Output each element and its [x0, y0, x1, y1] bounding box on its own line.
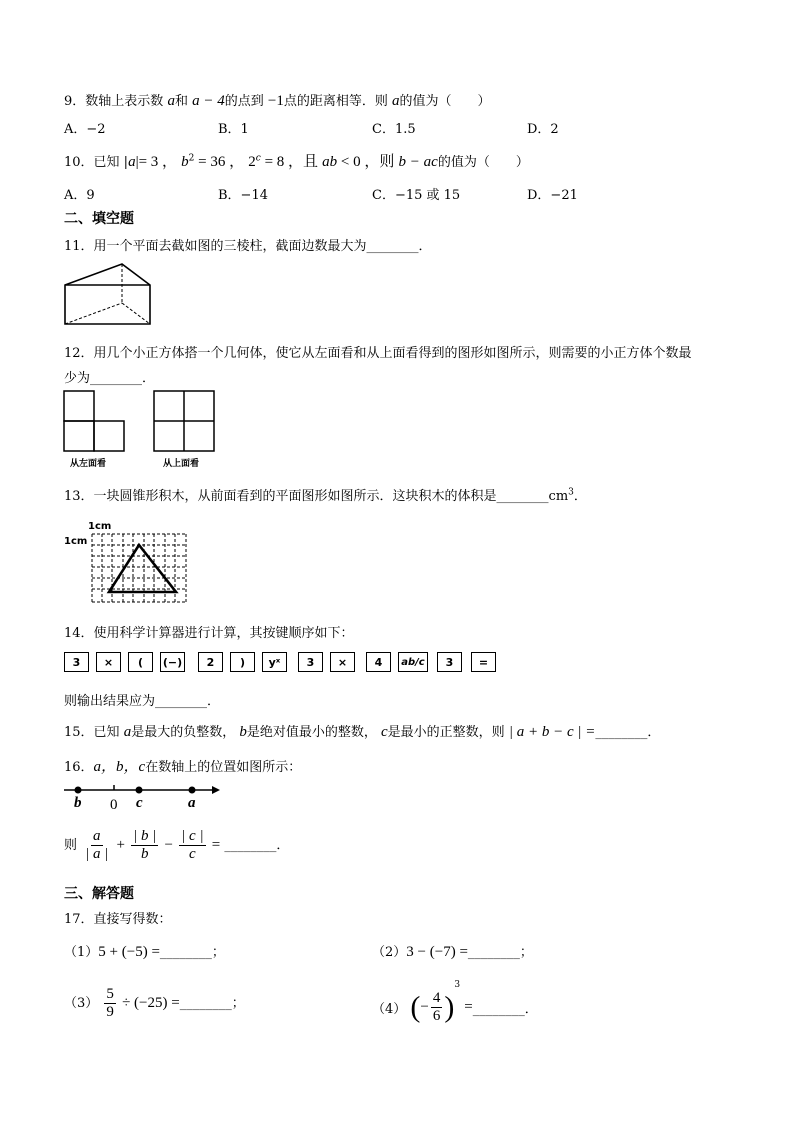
key-4[interactable]: 4: [366, 652, 391, 672]
q9-option-a[interactable]: A．−2: [64, 122, 106, 137]
q10-text-1: 已知 |: [93, 155, 129, 170]
q10-option-d[interactable]: D．−21: [527, 188, 578, 203]
var-a: a: [167, 93, 175, 109]
q13-text-end: ．: [573, 489, 587, 504]
fraction-a-over-abs-a: [83, 828, 110, 863]
numerator: 4: [432, 990, 441, 1006]
q14-result-text: 则输出结果应为________．: [64, 694, 221, 709]
label-zero: 0: [110, 797, 118, 813]
key-2[interactable]: 2: [198, 652, 223, 672]
key-equals[interactable]: =: [471, 652, 496, 672]
key-3[interactable]: 3: [64, 652, 89, 672]
part-3-expression: ÷ (−25) =: [122, 995, 180, 1011]
q10-option-b[interactable]: B．−14: [218, 188, 268, 203]
q10-option-c[interactable]: C．−15 或 15: [372, 188, 461, 203]
section-3-heading: 三、解答题: [64, 886, 134, 902]
denominator: 6: [432, 1008, 441, 1024]
close-paren: ): [444, 990, 455, 1024]
section-2-heading: 二、填空题: [64, 211, 134, 227]
q16-text: [64, 755, 301, 776]
q10-option-a[interactable]: A．9: [64, 188, 95, 203]
q17-part-3: [64, 986, 245, 1021]
key-multiply[interactable]: ×: [96, 652, 121, 672]
q12-text-line2: 少为________．: [64, 371, 156, 386]
q17-intro: 17．直接写得数：: [64, 912, 172, 927]
part-label: （2）: [372, 945, 407, 960]
numerator: a: [93, 828, 101, 844]
key-open-paren[interactable]: (: [128, 652, 153, 672]
denominator: 9: [106, 1004, 114, 1020]
part-2-blank[interactable]: ________；: [467, 945, 533, 960]
q10-b2-rest: = 36 ，: [194, 154, 245, 170]
label-b: b: [74, 795, 82, 811]
plus-sign: +: [116, 837, 126, 853]
part-label: （1）: [64, 945, 99, 960]
q9-number: 9．: [64, 94, 86, 109]
point-b: [75, 787, 82, 794]
key-close-paren[interactable]: ): [230, 652, 255, 672]
q17-part-2: [372, 941, 533, 961]
key-3[interactable]: 3: [437, 652, 462, 672]
denominator: | a |: [85, 846, 109, 862]
q15-text: [64, 721, 660, 741]
q16-then: 则: [64, 838, 78, 853]
q13-text: [64, 485, 587, 504]
q15-text-3: 是绝对值最小的整数，: [246, 725, 377, 740]
q13-exponent: 3: [568, 487, 574, 498]
denominator: c: [189, 846, 196, 862]
part-4-blank[interactable]: ________．: [472, 1002, 538, 1017]
q10-number: 10．: [64, 155, 94, 170]
q15-text-4: 是最小的正整数，则: [387, 725, 505, 740]
label-c: c: [136, 795, 143, 811]
key-power[interactable]: yˣ: [262, 652, 287, 672]
var-a: a: [392, 93, 400, 109]
key-3[interactable]: 3: [298, 652, 323, 672]
q11-text: 11．用一个平面去截如图的三棱柱，截面边数最大为________．: [64, 239, 432, 254]
triangular-prism-figure: [62, 260, 154, 328]
q10-stem: 10．已知 |a|= 3 ， $b^2 = 36$ ， $2^c = 8$ ，且 ab < 0 ，则 b − ac的值为（ ）: [64, 153, 529, 170]
q16-number: 16．: [64, 760, 94, 775]
q9-option-b[interactable]: B．1: [218, 122, 249, 137]
exp-c: c: [255, 153, 261, 164]
q9-text-4: 点的距离相等．则: [283, 94, 388, 109]
expr-b-minus-ac: b − ac: [398, 154, 438, 170]
expr-a-minus-4: a − 4: [192, 93, 225, 109]
q9-option-c[interactable]: C．1.5: [372, 122, 416, 137]
open-paren: (: [410, 990, 421, 1024]
q9-text-2: 和: [174, 94, 188, 109]
key-fraction[interactable]: ab/c: [398, 652, 428, 672]
equals-sign: =: [211, 837, 221, 853]
part-3-blank[interactable]: ________；: [179, 996, 245, 1011]
q10-two-rest: = 8 ，且: [260, 154, 319, 170]
left-view-figure: [62, 389, 128, 453]
fraction-abs-b-over-b: [131, 828, 158, 863]
q9-stem: [64, 90, 491, 110]
part-1-blank[interactable]: ________；: [159, 945, 225, 960]
fraction-5-over-9: [104, 986, 116, 1021]
label-a: a: [188, 795, 196, 811]
part-label: （3）: [64, 996, 99, 1011]
q15-text-1: 15．已知: [64, 725, 120, 740]
top-view-label: 从上面看: [163, 459, 200, 469]
q16-expression: [64, 828, 289, 863]
grid-unit-left-label: 1cm: [64, 536, 88, 547]
q10-ab-rest: < 0 ，则: [337, 154, 395, 170]
q17-part-1: [64, 941, 225, 961]
q10-text-end: 的值为（ ）: [437, 155, 529, 170]
q15-text-2: 是最大的负整数，: [131, 725, 236, 740]
left-view-label: 从左面看: [70, 459, 107, 469]
q16-vars: a，b，c: [93, 759, 146, 775]
point-a: [189, 787, 196, 794]
minus-sign: −: [164, 837, 174, 853]
q10-text-1b: |= 3 ，: [135, 154, 178, 170]
part-label: （4）: [372, 1002, 407, 1017]
fraction-4-over-6: [431, 990, 443, 1025]
q9-text-3: 的点到: [224, 94, 264, 109]
q9-text-1: 数轴上表示数: [85, 94, 164, 109]
q16-blank[interactable]: ________．: [224, 838, 290, 853]
q9-text-5: 的值为（ ）: [399, 94, 491, 109]
q14-text: 14．使用科学计算器进行计算，其按键顺序如下：: [64, 626, 354, 641]
var-a: a: [123, 724, 132, 740]
top-view-figure: [152, 389, 216, 453]
q15-blank[interactable]: ________．: [595, 725, 661, 740]
part-2-expression: 3 − (−7) =: [406, 944, 468, 960]
point-c: [136, 787, 143, 794]
neg-one: −1: [267, 93, 284, 109]
abs-expression: | a + b − c | =: [508, 724, 596, 740]
numerator: 5: [106, 986, 114, 1002]
fraction-abs-c-over-c: [179, 828, 205, 863]
key-negative[interactable]: (−): [160, 652, 185, 672]
q12-text-line1: 12．用几个小正方体搭一个几何体，使它从左面看和从上面看得到的图形如图所示，则需要的小正方体个数最: [64, 346, 692, 361]
q16-text-2: 在数轴上的位置如图所示：: [145, 760, 302, 775]
var-a: a: [128, 154, 136, 170]
var-ab: ab: [322, 154, 338, 170]
grid-unit-top-label: 1cm: [88, 521, 112, 532]
var-c: c: [381, 724, 388, 740]
q17-part-4: [372, 980, 538, 1025]
negative-sign: −: [420, 999, 429, 1015]
key-multiply[interactable]: ×: [330, 652, 355, 672]
var-b: b: [239, 724, 247, 740]
numerator: | c |: [181, 828, 204, 844]
equals-sign: =: [464, 999, 473, 1015]
exponent: 3: [454, 980, 461, 990]
part-1-expression: 5 + (−5) =: [98, 944, 160, 960]
two: 2: [248, 154, 256, 170]
q9-option-d[interactable]: D．2: [527, 122, 559, 137]
numerator: | b |: [133, 828, 157, 844]
q13-text-main: 13．一块圆锥形积木，从前面看到的平面图形如图所示．这块积木的体积是________cm: [64, 489, 569, 504]
denominator: b: [141, 846, 149, 862]
cone-front-view-grid: [90, 532, 188, 608]
var-b: b: [181, 154, 189, 170]
